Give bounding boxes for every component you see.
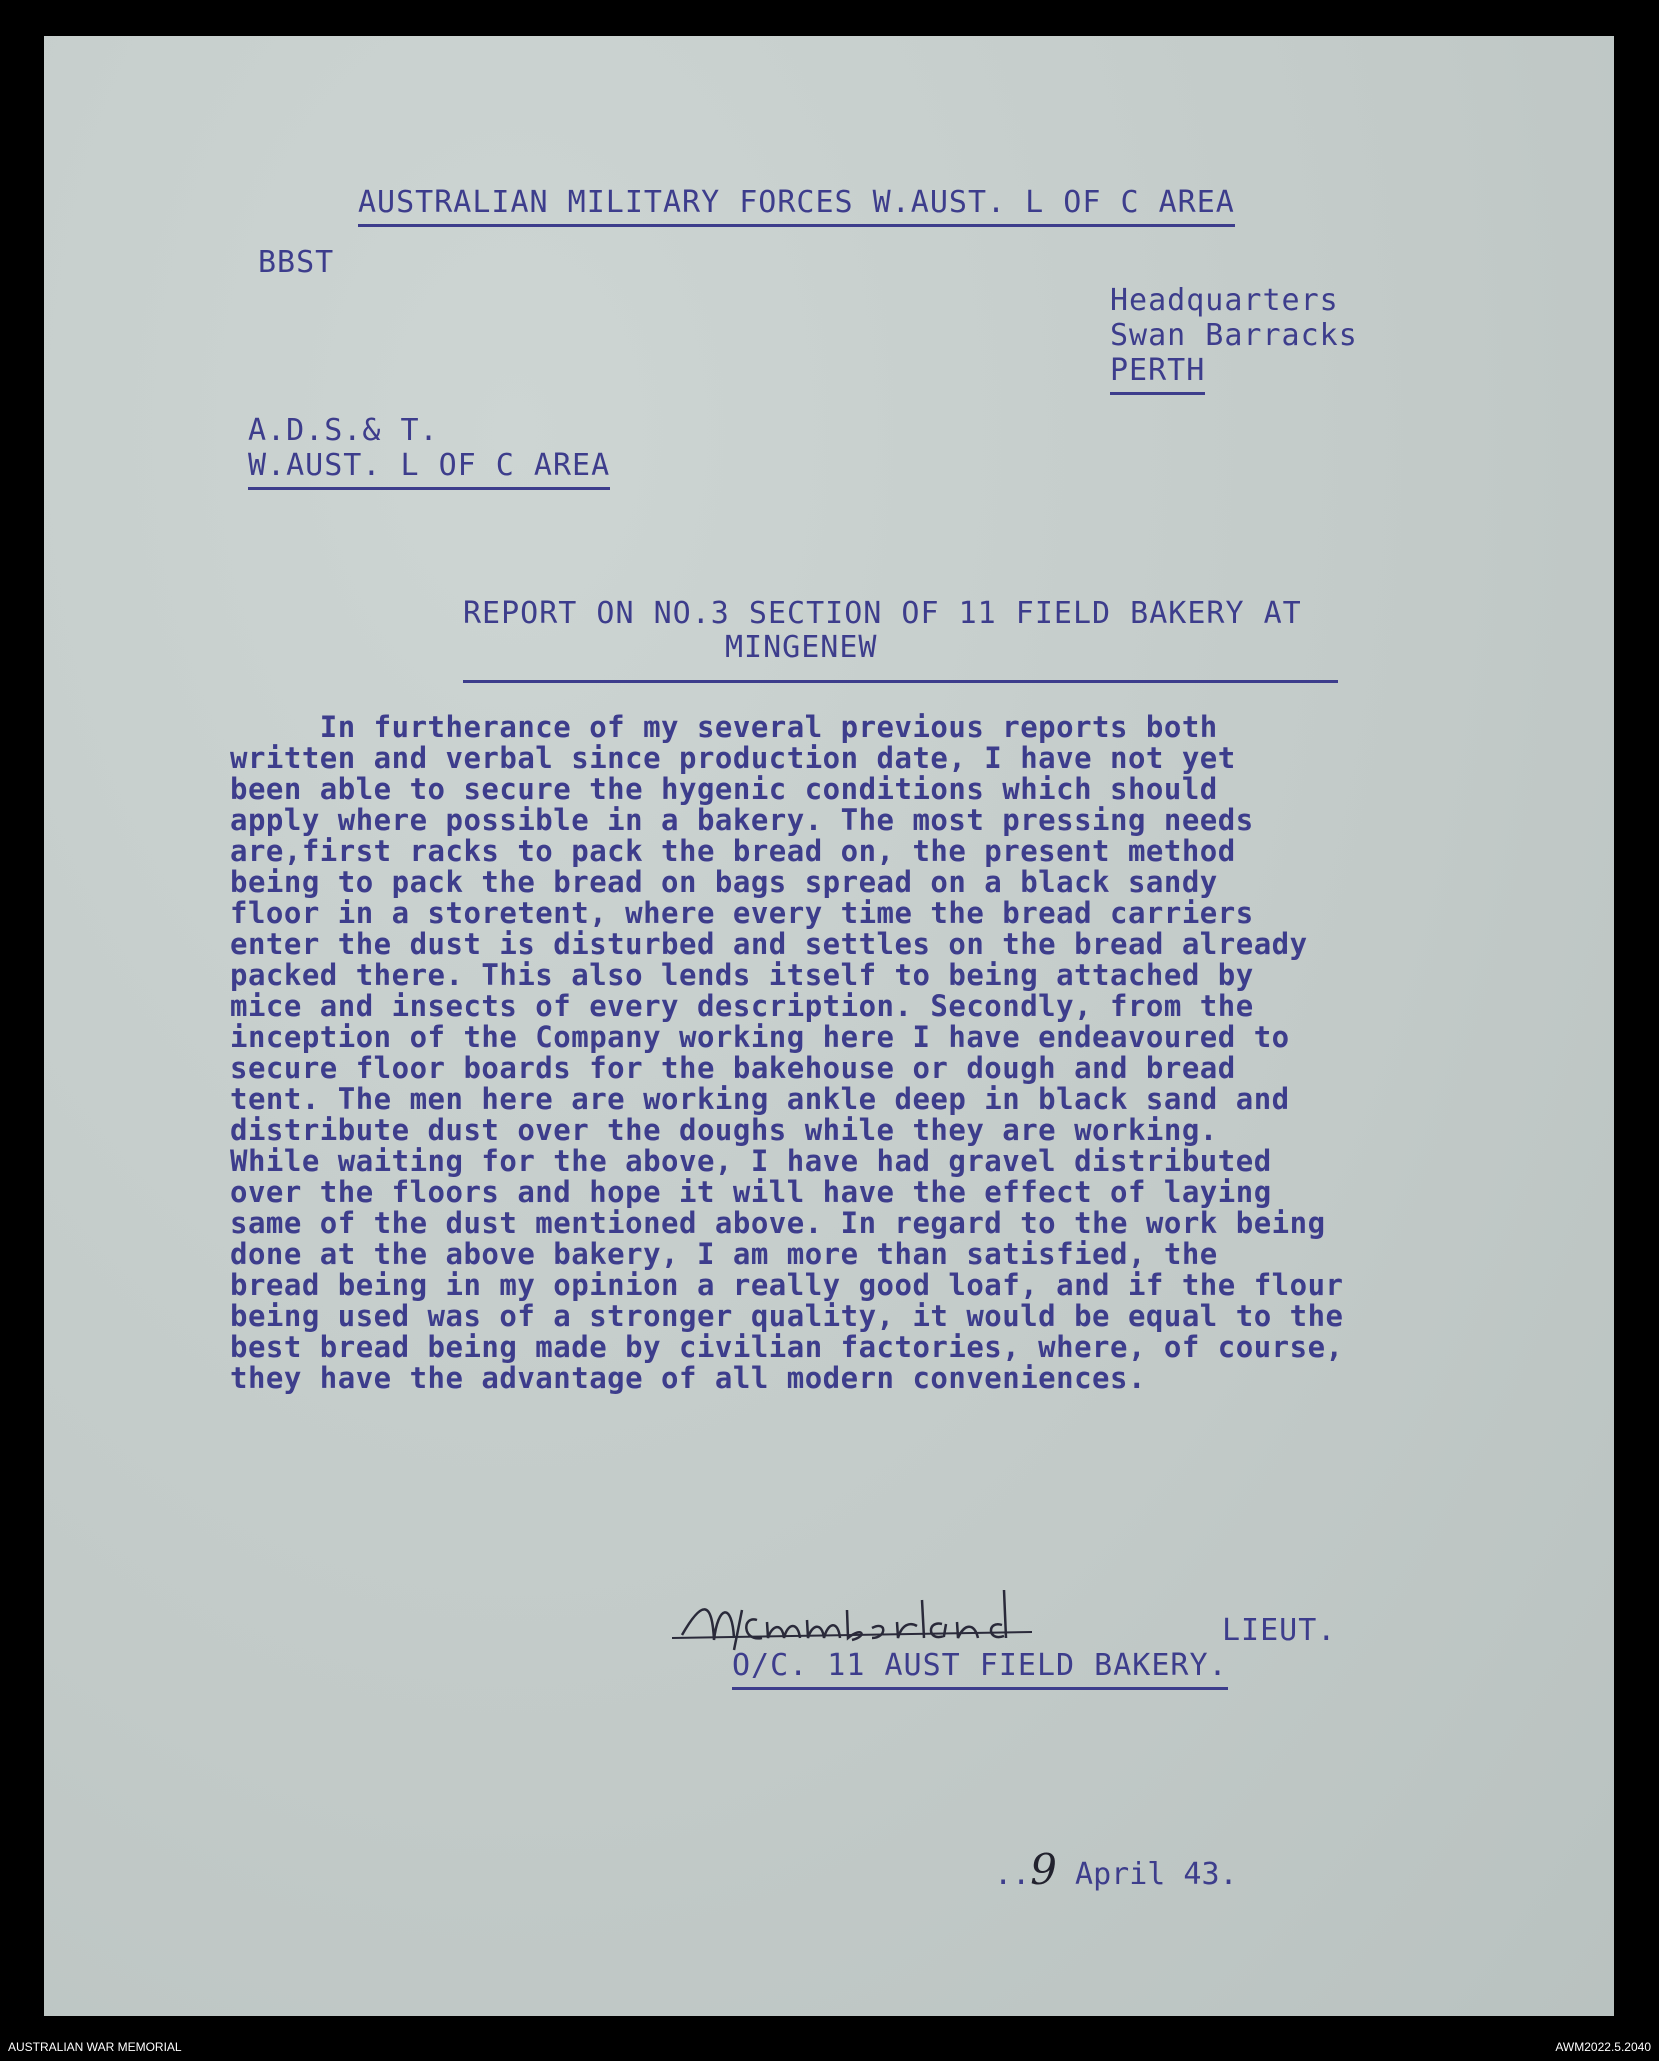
body-line: they have the advantage of all modern conveniences.	[230, 1361, 1146, 1395]
reference-code: BBST	[258, 245, 335, 280]
body-line: been able to secure the hygenic conditions which should	[230, 772, 1218, 806]
body-line: tent. The men here are working ankle deep in black sand and	[230, 1082, 1290, 1116]
date-day: 9	[1030, 1845, 1057, 1894]
body-line: over the floors and hope it will have the effect of laying	[230, 1175, 1272, 1209]
body-line: done at the above bakery, I am more than satisfied, the	[230, 1237, 1218, 1271]
body-line: best bread being made by civilian factories, where, of course,	[230, 1330, 1344, 1364]
subject-line-2: MINGENEW	[725, 630, 878, 665]
letterhead: AUSTRALIAN MILITARY FORCES W.AUST. L OF C AREA	[358, 185, 1235, 227]
address-line-3: PERTH	[1110, 353, 1205, 395]
subject-line-1: REPORT ON NO.3 SECTION OF 11 FIELD BAKERY AT	[463, 596, 1302, 631]
body-line: While waiting for the above, I have had gravel distributed	[230, 1144, 1272, 1178]
body-line: inception of the Company working here I have endeavoured to	[230, 1020, 1290, 1054]
body-line: being to pack the bread on bags spread on a black sandy	[230, 865, 1218, 899]
body-line: mice and insects of every description. Secondly, from the	[230, 989, 1254, 1023]
body-line: packed there. This also lends itself to being attached by	[230, 958, 1254, 992]
address-line-1: Headquarters	[1110, 283, 1339, 318]
body-line: secure floor boards for the bakehouse or dough and bread	[230, 1051, 1236, 1085]
body-line: are,first racks to pack the bread on, the present method	[230, 834, 1236, 868]
footer-left: AUSTRALIAN WAR MEMORIAL	[8, 2040, 182, 2054]
body-line: written and verbal since production date, I have not yet	[230, 741, 1236, 775]
recipient-line-1: A.D.S.& T.	[248, 413, 439, 448]
address-line-2: Swan Barracks	[1110, 318, 1358, 353]
body-line: distribute dust over the doughs while they are working.	[230, 1113, 1218, 1147]
subject-underline	[463, 680, 1338, 683]
signatory-rank: LIEUT.	[1222, 1613, 1337, 1648]
signatory-title: O/C. 11 AUST FIELD BAKERY.	[732, 1648, 1228, 1690]
body-line: enter the dust is disturbed and settles on the bread already	[230, 927, 1308, 961]
body-line: same of the dust mentioned above. In regard to the work being	[230, 1206, 1326, 1240]
recipient-line-2: W.AUST. L OF C AREA	[248, 448, 610, 490]
date-month-year: April 43.	[1075, 1857, 1238, 1892]
footer-right: AWM2022.5.2040	[1555, 2040, 1651, 2054]
body-line: floor in a storetent, where every time the bread carriers	[230, 896, 1254, 930]
body-line: bread being in my opinion a really good loaf, and if the flour	[230, 1268, 1344, 1302]
body-line: being used was of a stronger quality, it would be equal to the	[230, 1299, 1344, 1333]
date-dots: ..	[994, 1857, 1031, 1892]
body-line: In furtherance of my several previous reports both	[230, 710, 1218, 744]
body-line: apply where possible in a bakery. The most pressing needs	[230, 803, 1254, 837]
report-body	[230, 712, 1470, 1394]
date-line	[958, 1810, 1238, 1894]
